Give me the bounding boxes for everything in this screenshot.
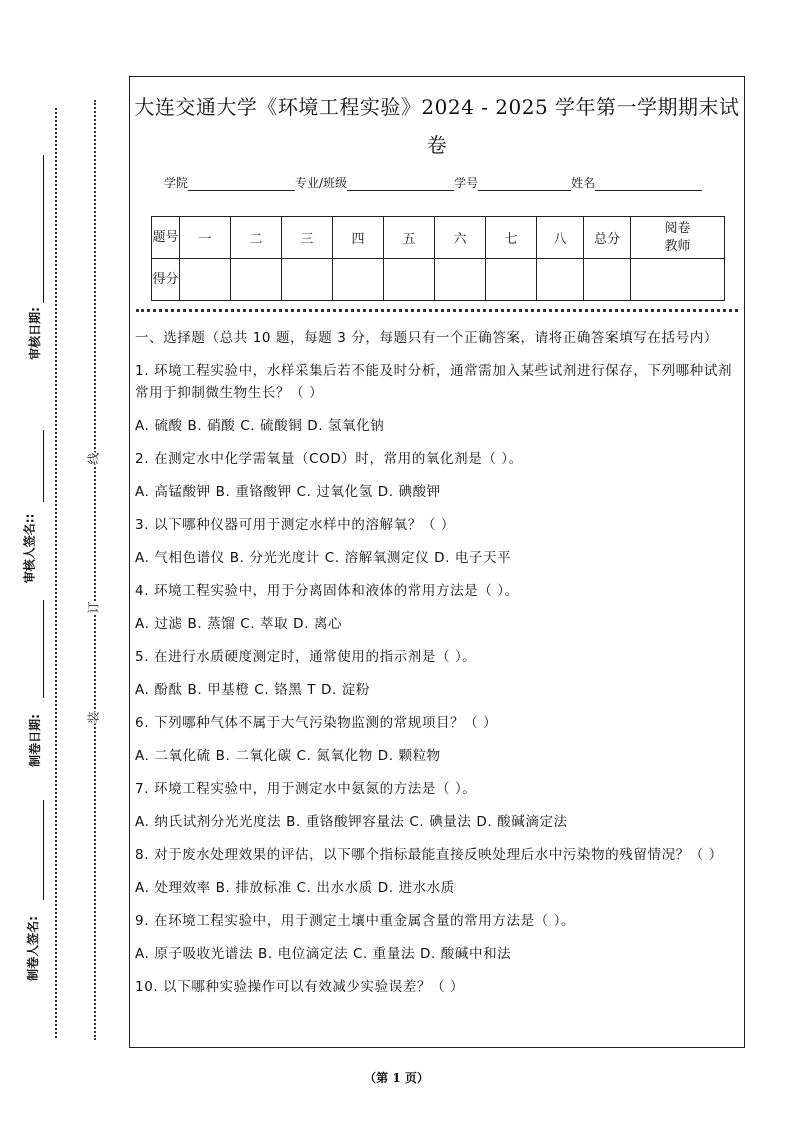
score-table <box>151 216 725 301</box>
section-choice-questions <box>135 327 740 1009</box>
name-label: 姓名 <box>571 176 596 190</box>
cut-mark-fold: 装 <box>83 711 104 723</box>
page-number: （第 1 页） <box>364 1071 429 1085</box>
major-label: 专业/班级 <box>295 176 348 190</box>
options-7: A. 纳氏试剂分光光度法 B. 重铬酸钾容量法 C. 碘量法 D. 酸碱滴定法 <box>135 814 568 830</box>
options-9: A. 原子吸收光谱法 B. 电位滴定法 C. 重量法 D. 酸碱中和法 <box>135 946 512 962</box>
question-5: 5. 在进行水质硬度测定时，通常使用的指示剂是（ ）。 <box>135 649 477 665</box>
col-header-7: 七 <box>486 217 537 259</box>
question-8: 8. 对于废水处理效果的评估，以下哪个指标最能直接反映处理后水中污染物的残留情况？（ ） <box>135 847 723 863</box>
major-blank[interactable] <box>347 178 454 191</box>
col-header-grader: 阅卷教师 <box>631 217 725 259</box>
exam-frame <box>129 76 745 1048</box>
review-date-line <box>43 155 44 303</box>
question-1: 1. 环境工程实验中，水样采集后若不能及时分析，通常需加入某些试剂进行保存，下列哪种试剂常用于抑制微生物生长？（ ） <box>135 363 733 401</box>
question-10: 10. 以下哪种实验操作可以有效减少实验误差？（ ） <box>135 979 465 995</box>
row-label-question-no: 题号 <box>152 217 180 259</box>
student-info-row <box>164 174 702 191</box>
options-2: A. 高锰酸钾 B. 重铬酸钾 C. 过氧化氢 D. 碘酸钾 <box>135 484 441 500</box>
question-7: 7. 环境工程实验中，用于测定水中氨氮的方法是（ ）。 <box>135 781 477 797</box>
question-2: 2. 在测定水中化学需氧量（COD）时，常用的氧化剂是（ ）。 <box>135 451 523 467</box>
options-3: A. 气相色谱仪 B. 分光光度计 C. 溶解氧测定仪 D. 电子天平 <box>135 550 512 566</box>
college-label: 学院 <box>164 176 189 190</box>
question-3: 3. 以下哪种仪器可用于测定水样中的溶解氧？（ ） <box>135 517 455 533</box>
reviewer-sign-label: 审核人签名:: <box>22 513 37 584</box>
col-header-4: 四 <box>333 217 384 259</box>
make-date-line <box>43 600 44 698</box>
score-cell-4[interactable] <box>333 259 384 301</box>
score-cell-1[interactable] <box>180 259 231 301</box>
options-4: A. 过滤 B. 蒸馏 C. 萃取 D. 离心 <box>135 616 343 632</box>
section-heading: 一、选择题（总共 10 题，每题 3 分，每题只有一个正确答案，请将正确答案填写在括号内） <box>135 330 718 346</box>
score-cell-2[interactable] <box>231 259 282 301</box>
col-header-5: 五 <box>384 217 435 259</box>
options-5: A. 酚酞 B. 甲基橙 C. 铬黑 T D. 淀粉 <box>135 682 370 698</box>
question-4: 4. 环境工程实验中，用于分离固体和液体的常用方法是（ ）。 <box>135 583 519 599</box>
left-dotted-line <box>55 108 57 1038</box>
col-header-2: 二 <box>231 217 282 259</box>
score-cell-5[interactable] <box>384 259 435 301</box>
maker-sign-line <box>43 800 44 900</box>
question-9: 9. 在环境工程实验中，用于测定土壤中重金属含量的常用方法是（ ）。 <box>135 913 576 929</box>
options-6: A. 二氧化硫 B. 二氧化碳 C. 氮氧化物 D. 颗粒物 <box>135 748 441 764</box>
make-date-label: 制卷日期: <box>27 714 42 767</box>
student-id-label: 学号 <box>454 176 479 190</box>
score-cell-grader[interactable] <box>631 259 725 301</box>
cut-dotted-line <box>94 100 96 1040</box>
score-table-header-row <box>152 217 725 259</box>
cut-mark-bind: 订 <box>83 601 104 613</box>
name-blank[interactable] <box>595 178 702 191</box>
review-date-label: 审核日期: <box>27 307 42 360</box>
maker-sign-label: 制卷人签名: <box>25 916 40 981</box>
col-header-6: 六 <box>435 217 486 259</box>
question-6: 6. 下列哪种气体不属于大气污染物监测的常规项目？（ ） <box>135 715 498 731</box>
exam-title-line2: 卷 <box>426 133 448 157</box>
score-cell-total[interactable] <box>584 259 631 301</box>
score-cell-3[interactable] <box>282 259 333 301</box>
reviewer-sign-line <box>43 430 44 502</box>
dotted-separator <box>136 309 738 312</box>
cut-mark-line: 线 <box>83 452 104 464</box>
options-1: A. 硫酸 B. 硝酸 C. 硫酸铜 D. 氢氧化钠 <box>135 418 385 434</box>
row-label-score: 得分 <box>152 259 180 301</box>
col-header-8: 八 <box>537 217 584 259</box>
score-cell-8[interactable] <box>537 259 584 301</box>
student-id-blank[interactable] <box>478 178 571 191</box>
college-blank[interactable] <box>188 178 295 191</box>
exam-title-line1: 大连交通大学《环境工程实验》2024 - 2025 学年第一学期期末试 <box>134 95 740 119</box>
col-header-3: 三 <box>282 217 333 259</box>
col-header-total: 总分 <box>584 217 631 259</box>
options-8: A. 处理效率 B. 排放标准 C. 出水水质 D. 进水水质 <box>135 880 455 896</box>
col-header-1: 一 <box>180 217 231 259</box>
score-cell-6[interactable] <box>435 259 486 301</box>
score-table-score-row <box>152 259 725 301</box>
score-cell-7[interactable] <box>486 259 537 301</box>
